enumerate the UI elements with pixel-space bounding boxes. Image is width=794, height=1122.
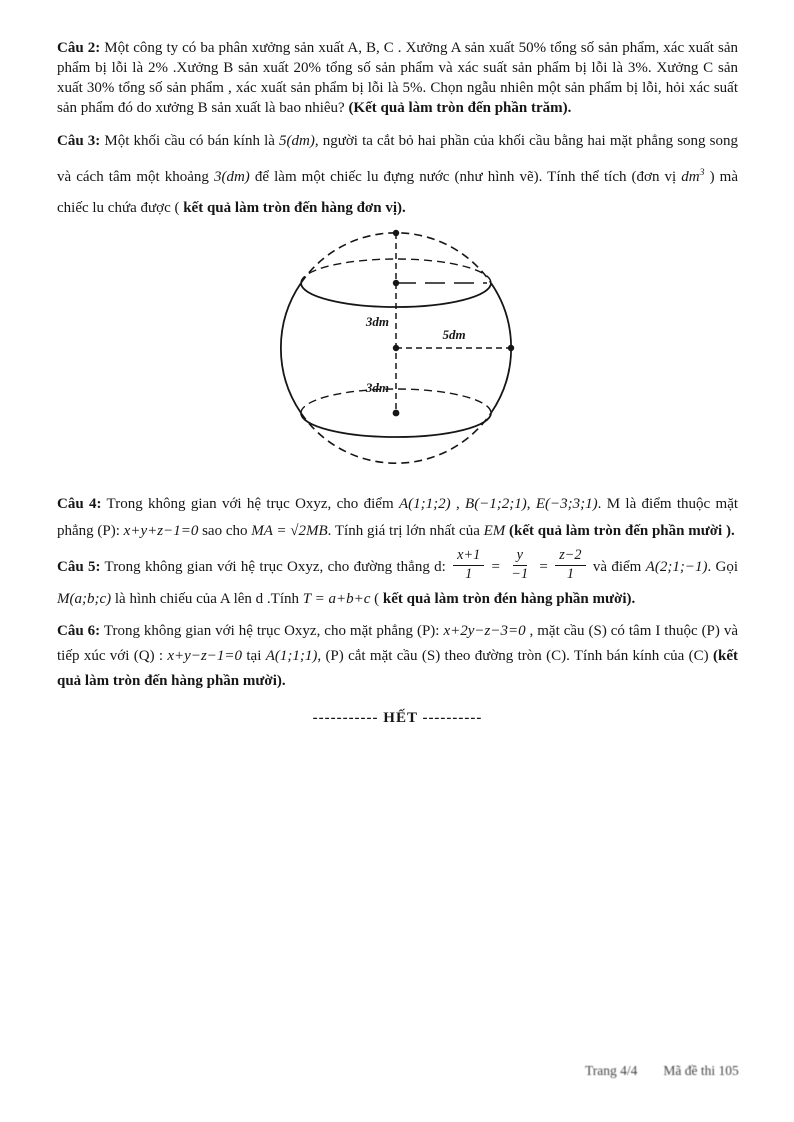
text-run: (kết quả làm tròn đến phần mười ). bbox=[509, 523, 735, 539]
label-radius: 5dm bbox=[442, 327, 466, 342]
text-run: EM bbox=[483, 523, 506, 539]
text-run: , mặt cầu (S) có tâm I thuộc (P) và tiếp xúc với (Q) : bbox=[57, 622, 739, 664]
text-run: Trong không gian với hệ trục Oxyz, cho mặt phẳng (P): bbox=[100, 622, 444, 639]
equator-point-dot bbox=[508, 345, 514, 351]
top-ellipse-back bbox=[301, 259, 491, 283]
text-run: để làm một chiếc lu đựng nước (như hình vẽ). Tính thể tích (đơn vị bbox=[249, 169, 682, 185]
text-run: Trong không gian với hệ trục Oxyz, cho điểm bbox=[101, 496, 399, 512]
page-number-label: Trang 4/4 bbox=[585, 1063, 638, 1078]
text-run: và điểm bbox=[588, 558, 646, 575]
text-run: Một khối cầu có bán kính là bbox=[100, 133, 280, 149]
sphere-bottom-cap-arc bbox=[301, 413, 491, 463]
text-run: . M là điểm thuộc mặt phẳng (P): bbox=[57, 496, 739, 539]
bottom-ellipse-back bbox=[301, 389, 491, 413]
question-2 bbox=[57, 38, 738, 118]
north-pole-dot bbox=[393, 230, 399, 236]
text-run: Một công ty có ba phân xưởng sản xuất A, B, C . Xưởng A sản xuất 50% tổng số sản phẩm, xác xuất sản phẩm bị lỗi là 2% .Xưởng B sản xuất 20% tổng số sản phẩm và xác suất sản phẩm bị lỗi là 3%. Xưởng C sản xuất 30% tổng số sản phẩm , xác xuất sản phẩm bị lỗi là 5%. Chọn ngẫu nhiên một sản phẩm bị lỗi, hỏi xác suất sản phẩm đó do xưởng B sản xuất là bao nhiêu? bbox=[57, 40, 738, 116]
exam-code-label: Mã đề thi 105 bbox=[663, 1063, 739, 1078]
bottom-cut-center-dot bbox=[393, 410, 400, 417]
text-run: sao cho bbox=[198, 523, 252, 539]
text-run: T = a+b+c bbox=[302, 590, 371, 607]
text-run: $\frac{y}{-1}$ bbox=[511, 547, 529, 582]
text-run: = bbox=[487, 558, 505, 575]
label-bottom-segment: 3dm bbox=[365, 380, 389, 395]
text-run: MA = √2MB bbox=[251, 523, 328, 539]
text-run: , bbox=[450, 496, 466, 512]
text-run: M(a;b;c) bbox=[57, 590, 112, 607]
text-run: kết quả làm tròn đến hàng đơn vị). bbox=[183, 200, 406, 216]
text-run: tại bbox=[242, 647, 266, 664]
text-run: x+y−z−1=0 bbox=[167, 647, 243, 664]
text-run: ( bbox=[370, 590, 383, 607]
text-run: (kết quả làm tròn đến hàng phần mười). bbox=[57, 647, 738, 689]
question-6 bbox=[57, 619, 738, 694]
text-run: Câu 6: bbox=[57, 622, 101, 639]
sphere-figure-svg bbox=[246, 226, 546, 476]
text-run: 3(dm) bbox=[213, 169, 250, 185]
text-run: A(1;1;1) bbox=[265, 647, 318, 664]
text-run: = bbox=[535, 558, 553, 575]
sphere-figure bbox=[246, 226, 546, 481]
text-run: A(2;1;−1) bbox=[645, 558, 708, 575]
text-run: A(1;1;2) bbox=[398, 496, 451, 512]
end-marker: ----------- HẾT ---------- bbox=[312, 709, 483, 726]
text-run: kết quả làm tròn đén hàng phần mười). bbox=[382, 590, 636, 607]
sphere-center-dot bbox=[393, 345, 399, 351]
top-cut-center-dot bbox=[393, 280, 399, 286]
text-run: . Tính giá trị lớn nhất của bbox=[327, 523, 484, 539]
text-run: là hình chiếu của A lên d .Tính bbox=[111, 590, 303, 607]
text-run: Câu 2: bbox=[57, 40, 101, 56]
label-top-segment: 3dm bbox=[365, 314, 389, 329]
text-run: x+y+z−1=0 bbox=[123, 523, 199, 539]
question-5 bbox=[57, 547, 739, 613]
question-3 bbox=[57, 126, 738, 224]
text-run: Câu 5: bbox=[57, 558, 101, 575]
text-run: $dm^3$ bbox=[681, 167, 705, 185]
text-run: , (P) cắt mặt cầu (S) theo đường tròn (C). Tính bán kính của (C) bbox=[317, 647, 713, 664]
text-run: Trong không gian với hệ trục Oxyz, cho đường thẳng d: bbox=[100, 558, 451, 575]
question-4 bbox=[57, 491, 738, 545]
text-run: Câu 4: bbox=[57, 496, 102, 512]
page-footer bbox=[585, 1063, 739, 1079]
text-run: B(−1;2;1) bbox=[465, 496, 527, 512]
bottom-ellipse-front bbox=[301, 413, 491, 437]
barrel-left-side bbox=[281, 283, 301, 413]
text-run: x+2y−z−3=0 bbox=[443, 622, 526, 639]
text-run: $\frac{z-2}{1}$ bbox=[555, 548, 585, 583]
text-run: E(−3;3;1) bbox=[535, 496, 598, 512]
text-run: ) mà chiếc lu chứa được ( bbox=[57, 169, 738, 216]
text-run: , bbox=[526, 496, 536, 512]
text-run: 5(dm) bbox=[279, 133, 315, 149]
text-run: Câu 3: bbox=[57, 133, 101, 149]
text-run: . Gọi bbox=[707, 558, 739, 575]
text-run: , người ta cắt bỏ hai phần của khối cầu bằng hai mặt phẳng song song và cách tâm một khoảng bbox=[57, 133, 738, 185]
text-run: $\frac{x+1}{1}$ bbox=[453, 548, 484, 583]
text-run: (Kết quả làm tròn đến phần trăm). bbox=[348, 100, 572, 116]
